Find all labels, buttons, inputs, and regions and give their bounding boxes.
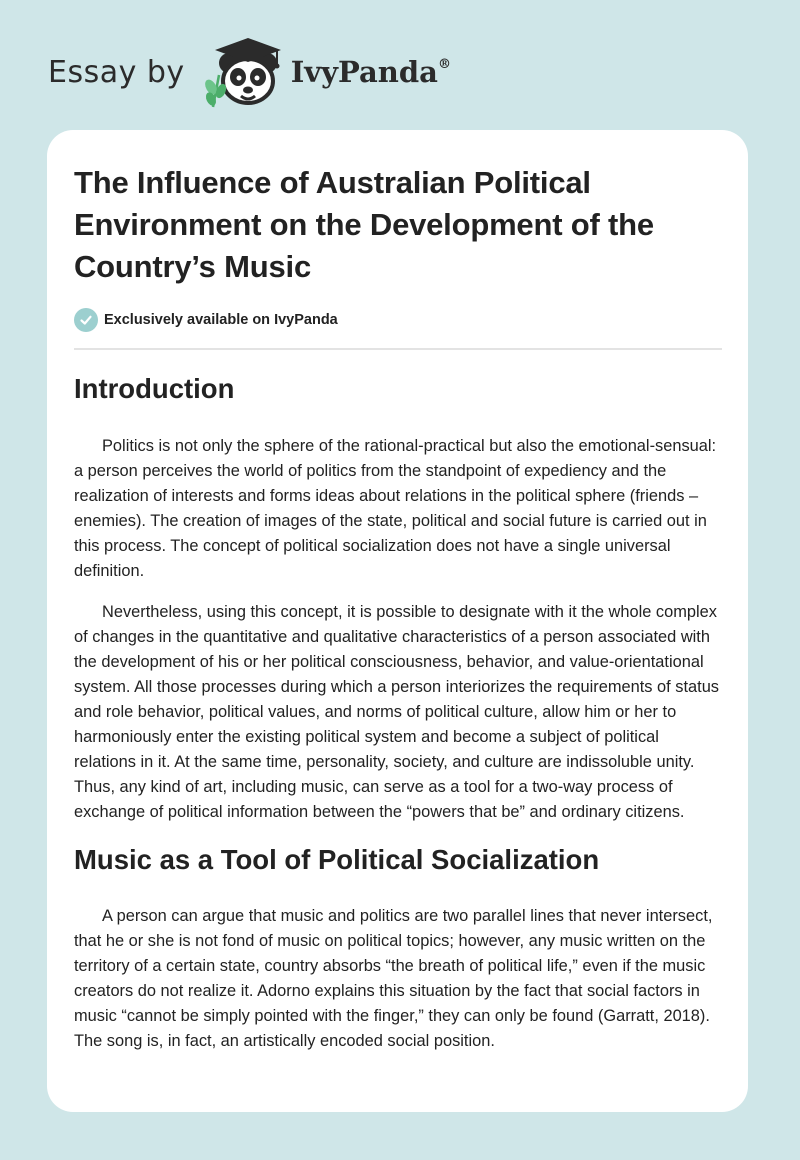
essay-by-label: Essay by [48,54,185,90]
paragraph: Politics is not only the sphere of the rational-practical but also the emotional-sensual: a person perceives the world of politics from the standpoint of expediency and the realization of interests and forms ideas about relations in the political sphere (friends – enemies). The creation of images of the state, political and social future is carried out in this process. The concept of political socialization does not have a single universal definition. [74,437,717,580]
paragraph: Nevertheless, using this concept, it is possible to designate with it the whole complex of changes in the quantitative and qualitative characteristics of a person associated with the development of his or her political consciousness, behavior, and value-orientational system. All those processes during which a person interiorizes the requirements of status and role behavior, political values, and norms of political culture, allow him or her to harmoniously enter the existing political system and become a subject of political relations in it. At the same time, personality, society, and culture are indissoluble unity. Thus, any kind of art, including music, can serve as a tool for a two-way process of exchange of political information between the “powers that be” and ordinary citizens. [74,603,720,821]
exclusive-badge [74,308,722,332]
registered-mark: ® [437,57,451,72]
divider [74,348,722,350]
site-header [48,32,451,112]
section-heading-music-tool: Music as a Tool of Political Socialization [74,844,600,875]
exclusive-badge-label: Exclusively available on IvyPanda [104,312,338,328]
essay-card [47,130,748,1112]
page-title: The Influence of Australian Political Environment on the Development of the Country’s Music [74,165,654,284]
brand-name[interactable]: IvyPanda® [290,55,451,89]
paragraph: A person can argue that music and politics are two parallel lines that never intersect, that he or she is not fond of music on political topics; however, any music written on the territory of a certain state, country absorbs “the breath of political life,” even if the music creators do not realize it. Adorno explains this situation by the fact that social factors in music “cannot be simply pointed with the finger,” they can only be found (Garratt, 2018). The song is, in fact, an artistically encoded social position. [74,907,713,1050]
check-circle-icon [74,308,98,332]
panda-graduate-logo-icon[interactable] [197,35,289,109]
section-heading-introduction: Introduction [74,373,235,404]
